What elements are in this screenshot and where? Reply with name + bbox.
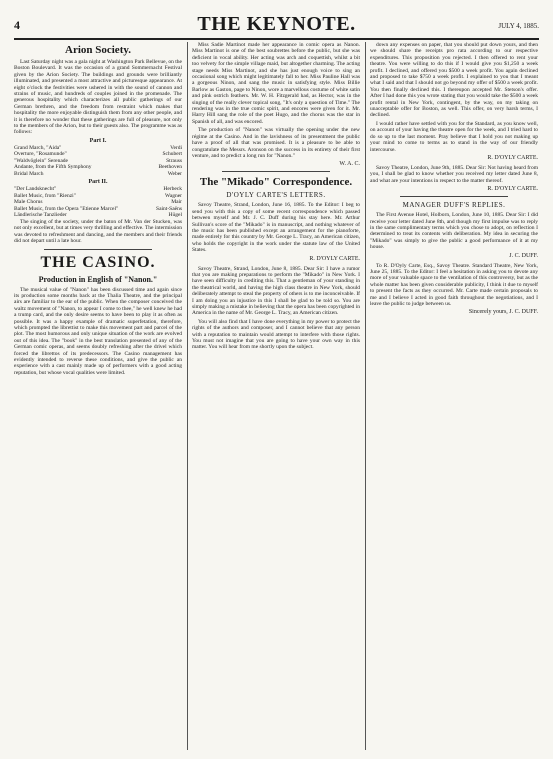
letter-text: Savoy Theatre, London, June 9th, 1885. Dear Sir: Not having heard from you, I shall be glad to know whether you received my letter dated June 8, and what are your intentions in respect to the matter thereof. [370, 164, 538, 184]
mikado-subheadline: D'OYLY CARTE'S LETTERS. [226, 191, 326, 200]
letter-text: The First Avenue Hotel, Holborn, London, June 10, 1885. Dear Sir: I did receive your letter dated June 8th, and though my first impulse was to reply in the same complimentary terms which you chose to adopt, on reflection I determined to treat its contents with deliberation. My idea in securing the "Mikado" was simply to give the public a good performance of it at my house. [370, 212, 538, 251]
program-item-title: Overture, "Rosamunde" [14, 151, 67, 158]
columns [14, 42, 539, 750]
newspaper-page [14, 12, 539, 752]
arion-article-text: Last Saturday night was a gala night at Washington Park Bellevue, on the Boston Boulevard. It was the occasion of a grand Sommernacht Festival given by the Arion Society. The buildings and grounds were brilliantly illuminated, and presented a most attractive and picturesque appearance. At eight o'clock the festivities were ushered in with the sound of cannon and strains of music, and hundreds of couples joined in the promenade. The generous hospitality which characterizes all public gatherings of our German brethren, and the freedom from restraint which makes that hospitality the more enjoyable distinguish them from any other people, and it is therefore no wonder that these gatherings are full of pleasure, not only to the members of the Arion, but to their guests also. The programme was as follows: [14, 59, 182, 136]
letter-text: down any expenses on paper, that you should put down yours, and then we should share the receipts pro rata according to our respective expenditures. This proposition you rejected. I then offered to rent your theatre. You were willing to do this if I would give you $1,250 a week profit. I declined, and offered you $500 a week profit. You again declined and proposed to take $750 a week profit. I explained to you that I meant what I said and that I should not go beyond my offer of $500 a week profit. You then finally declined this. I thereupon accepted Mr. Stetson's offer. After I had done this you wrote stating that you would take the $500 a week profit rental in New York, contingent, by the way, on my taking on unacceptable offer for Boston, as well. This offer, on very harsh terms, I declined. [370, 42, 538, 119]
program-item-title: Ballet Music, from the Opera "Etienne Marcel" [14, 205, 119, 212]
mikado-headline: The "Mikado" Correspondence. [199, 176, 353, 189]
manager-duff-headline: MANAGER DUFF'S REPLIES. [402, 201, 506, 210]
signature: R. D'OYLY CARTE. [487, 186, 538, 193]
program-item-composer: Wagner [165, 192, 182, 199]
program-item-title: Ballet Music, from "Rienzi" [14, 192, 76, 199]
program-list-1 [14, 145, 182, 178]
column-rule [187, 42, 188, 750]
program-item-composer: Schubert [162, 151, 182, 158]
arion-article-text-2: The singing of the society, under the baton of Mr. Van der Stucken, was not only excellent, but at times very thrilling and effective. The intermission was devoted to refreshment and dancing, and the members and their friends did not depart until a late hour. [14, 218, 182, 245]
program-item-composer: Weber [167, 170, 182, 177]
program-list-2 [14, 186, 182, 219]
signature: R. D'OYLY CARTE. [487, 154, 538, 161]
program-item-composer: Beethoven [158, 164, 182, 171]
letter-text: Savoy Theatre, Strand, London, June 8, 1885. Dear Sir: I have a rumor that you are making preparations to perform the "Mikado" in New York. I have seen difficulty in crediting this. That a gentleman of your standing in the theatrical world, and having the high class theatre in New York, should deliberately attempt to steal the property of others is to me inconceivable. If I am doing you an injustice in this I shall be glad to be told so. You are simply making a mistake in believing that the opera has been copyrighted in America in the name of Mr. George L. Tracy, an American citizen. [192, 265, 360, 317]
masthead [14, 12, 539, 40]
column-1 [14, 42, 182, 750]
program-item-title: Male Chorus [14, 199, 43, 206]
program-item-composer: Mair [171, 199, 182, 206]
program-item-composer: Herbeck [163, 186, 182, 193]
divider [400, 196, 508, 197]
casino-subheadline: Production in English of "Nanon." [38, 274, 158, 284]
signature: W. A. C. [339, 161, 360, 168]
program-item-title: Andante, from the Fifth Symphony [14, 164, 92, 171]
divider [44, 249, 152, 250]
signature: J. C. DUFF. [509, 252, 538, 259]
letter-text: I would rather have settled with you for the Standard, as you know well, on account of your having the theatre open for the week, and I tried hard to do so up to the last moment. Pray believe that I hold you not making up your mind to come to terms as to stand in the way of our friendly intercourse. [370, 120, 538, 153]
program-item-title: "Der Landsknecht" [14, 186, 57, 193]
program-item-composer: Hügel [168, 212, 182, 219]
program-part-2: Part II. [88, 179, 108, 186]
page-number: 4 [14, 18, 20, 32]
divider [222, 171, 330, 172]
program-item-composer: Strauss [166, 157, 182, 164]
program-item-composer: Saint-Saëns [156, 205, 182, 212]
arion-headline: Arion Society. [65, 44, 131, 56]
casino-article-continued: Miss Sadie Martinot made her appearance in comic opera as Nanon. Miss Martinot is one of the best soubrettes before the public, but she was deficient in vocal ability. Her acting was arch and coquettish, whilst a bit too velvety for the simple village maid, but altogether charming. The acting stage needs Miss Martinot, and she has just enough voice to sing an occasional song which might legitimately fall to her. Miss Pauline Hall was a gorgeous Ninon, and sang the music in satisfying style. Miss Billie Barlow as Gaston, page to Ninon, wore a marvellous costume of white satin and pink ostrich feathers. Mr. W. H. Fitzgerald had, as Hector, was in the singing of the really clever topical song, "It's only a question of Time." The rendering was in the true comic spirit, and encores were given for it. Mr. Harry Hill sang the role of the poet Hugo, and the chorus was the star in Spanish of all, and was encored. [192, 42, 360, 125]
column-2 [192, 42, 360, 750]
program-item-composer: Verdi [170, 144, 182, 151]
signature: Sincerely yours, J. C. DUFF. [468, 309, 538, 316]
signature: R. D'OYLY CARTE. [309, 255, 360, 262]
casino-article-closing: The production of "Nanon" was virtually the opening under the new régime at the Casino. And in the lavishness of its presentment the public have a proof of all that was promised. It is a pleasure to be able to congratulate the Messrs. Aronson on the success in its entirety of their first venture, and to predict a long run for "Nanon." [192, 127, 360, 159]
column-rule [365, 42, 366, 750]
letter-text: You will also find that I have done everything in my power to protect the rights of the authors and composer, and I cannot believe that any person with a reputation to maintain would attempt to interfere with those rights. You must not imagine that you are going to have your own way in this matter. You will hear from me shortly upon the subject. [192, 318, 360, 351]
casino-article-text: The musical value of "Nanon" has been discussed time and again since its production some months back at the Thalia Theatre, and the principal airs are familiar to the ear of the public. When the composer conceived the waltz movement of "Nanon, to appear I come to thee," he well knew he had a trump card, and the only desire seems to have been to play it as often as possible. It was a happy example of dramatic superfetation, therefore, which prompted the librettist to make this movement part and parcel of the plot. The most humorous and only unique situation of the work are evolved out of this idea. The "book" in the best translation presented of any of the German comic operas, and seems doubly refreshing after the drivel which forced the librettos of its predecessors. The Casino management has evidently intended to reverse these conditions, and give the public an experience with a cast mainly made up of performers with a good acting reputation, but whose vocal qualities were limited. [14, 286, 182, 376]
program-item [14, 171, 182, 178]
column-3 [370, 42, 538, 750]
program-item-title: Bridal March [14, 170, 44, 177]
program-part-1: Part I. [89, 137, 107, 144]
casino-headline: THE CASINO. [40, 253, 156, 271]
program-item-title: Ländlerische Tanzlieder [14, 212, 67, 219]
letter-text: To R. D'Oyly Carte, Esq., Savoy Theatre. Standard Theatre, New York, June 25, 1885. To the Editor: I feel a hesitation in asking you to devote any more of your valuable space to the ventilation of this controversy, but as the whole matter has been given considerable publicity, I think it due to myself to present the facts as they occurred. Mr. Carte made certain proposals to me and I believe I acted in good faith throughout the negotiations, and I leave the public to judge between us. [370, 262, 538, 307]
program-item-title: Grand March, "Aida" [14, 144, 62, 151]
newspaper-title: THE KEYNOTE. [197, 13, 356, 35]
letter-text: Savoy Theatre, Strand, London, June 16, 1885. To the Editor: I beg to send you with this a copy of some recent correspondence which passed between myself and Mr. J. C. Duff during his stay here. Mr. Arthur Sullivan's score of the "Mikado" is in manuscript, and nothing whatever of the music has been published except an arrangement for the pianoforte, made entirely for this country by Mr. George L. Tracy, an American citizen, who holds the copyright in the work under the statute law of the United States. [192, 202, 360, 254]
issue-date: JULY 4, 1885. [498, 22, 539, 30]
program-item-title: "Waldvöglein" Serenade [14, 157, 68, 164]
